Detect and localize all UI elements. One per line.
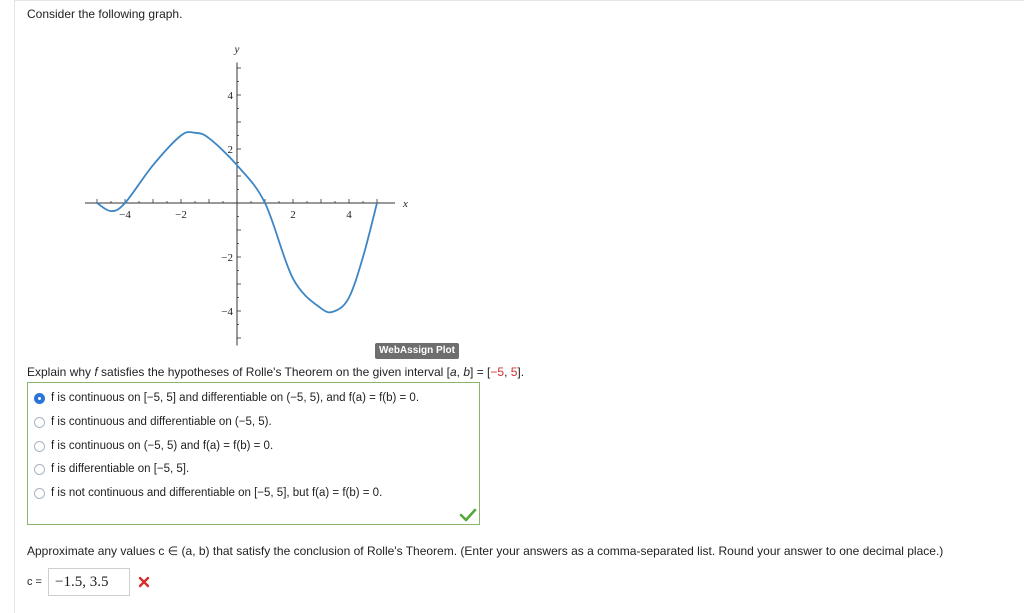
correct-check-icon <box>460 509 476 521</box>
tick-labels <box>119 90 352 318</box>
option-1[interactable] <box>34 389 419 407</box>
radio-icon[interactable] <box>34 417 45 428</box>
x-tick-label: 4 <box>346 209 352 221</box>
intro-text: Consider the following graph. <box>27 7 183 21</box>
y-axis-label: y <box>234 43 240 56</box>
x-tick-label: 2 <box>290 209 296 221</box>
explain-b: b <box>463 365 471 379</box>
explain-prompt <box>27 365 524 379</box>
option-5[interactable] <box>34 484 382 502</box>
x-axis-label: x <box>403 198 408 210</box>
axes <box>85 63 395 346</box>
explain-prefix: Explain why <box>27 365 95 379</box>
function-graph <box>85 33 408 348</box>
explain-eq: ] = [ <box>470 365 491 379</box>
webassign-plot-badge: WebAssign Plot <box>375 343 459 359</box>
option-2-label: f is continuous and differentiable on (−5, 5). <box>51 416 272 428</box>
answer-row <box>27 567 150 597</box>
x-tick-label: −2 <box>175 209 187 221</box>
y-tick-label: 2 <box>227 144 233 156</box>
option-3[interactable] <box>34 437 273 455</box>
y-tick-label: −2 <box>221 252 233 264</box>
explain-comma: , <box>504 365 511 379</box>
incorrect-x-icon <box>138 576 150 588</box>
option-4-label: f is differentiable on [−5, 5]. <box>51 463 190 475</box>
option-4[interactable] <box>34 460 189 478</box>
options-box <box>27 382 480 525</box>
y-tick-label: −4 <box>221 306 233 318</box>
explain-end: ]. <box>517 365 525 379</box>
option-3-label: f is continuous on (−5, 5) and f(a) = f(b) = 0. <box>51 440 274 452</box>
explain-a: a <box>449 365 457 379</box>
explain-f: f <box>94 365 98 379</box>
radio-selected-icon[interactable] <box>34 393 45 404</box>
y-tick-label: 4 <box>227 90 233 102</box>
approx-prompt: Approximate any values c ∈ (a, b) that satisfy the conclusion of Rolle's Theorem. (Enter your answers as a comma-separated list. Round your answer to one decimal place.) <box>27 544 944 558</box>
explain-sep: , <box>456 365 464 379</box>
x-tick-label: −4 <box>119 209 131 221</box>
radio-icon[interactable] <box>34 464 45 475</box>
option-1-label: f is continuous on [−5, 5] and differentiable on (−5, 5), and f(a) = f(b) = 0. <box>51 392 420 404</box>
radio-icon[interactable] <box>34 441 45 452</box>
interval-lower: −5 <box>490 365 505 379</box>
radio-icon[interactable] <box>34 488 45 499</box>
interval-upper: 5 <box>510 365 518 379</box>
answer-input[interactable]: −1.5, 3.5 <box>48 568 130 596</box>
option-5-label: f is not continuous and differentiable on [−5, 5], but f(a) = f(b) = 0. <box>51 487 383 499</box>
explain-mid: satisfies the hypotheses of Rolle's Theorem on the given interval [ <box>97 365 450 379</box>
option-2[interactable] <box>34 413 272 431</box>
c-label: c = <box>27 576 42 588</box>
